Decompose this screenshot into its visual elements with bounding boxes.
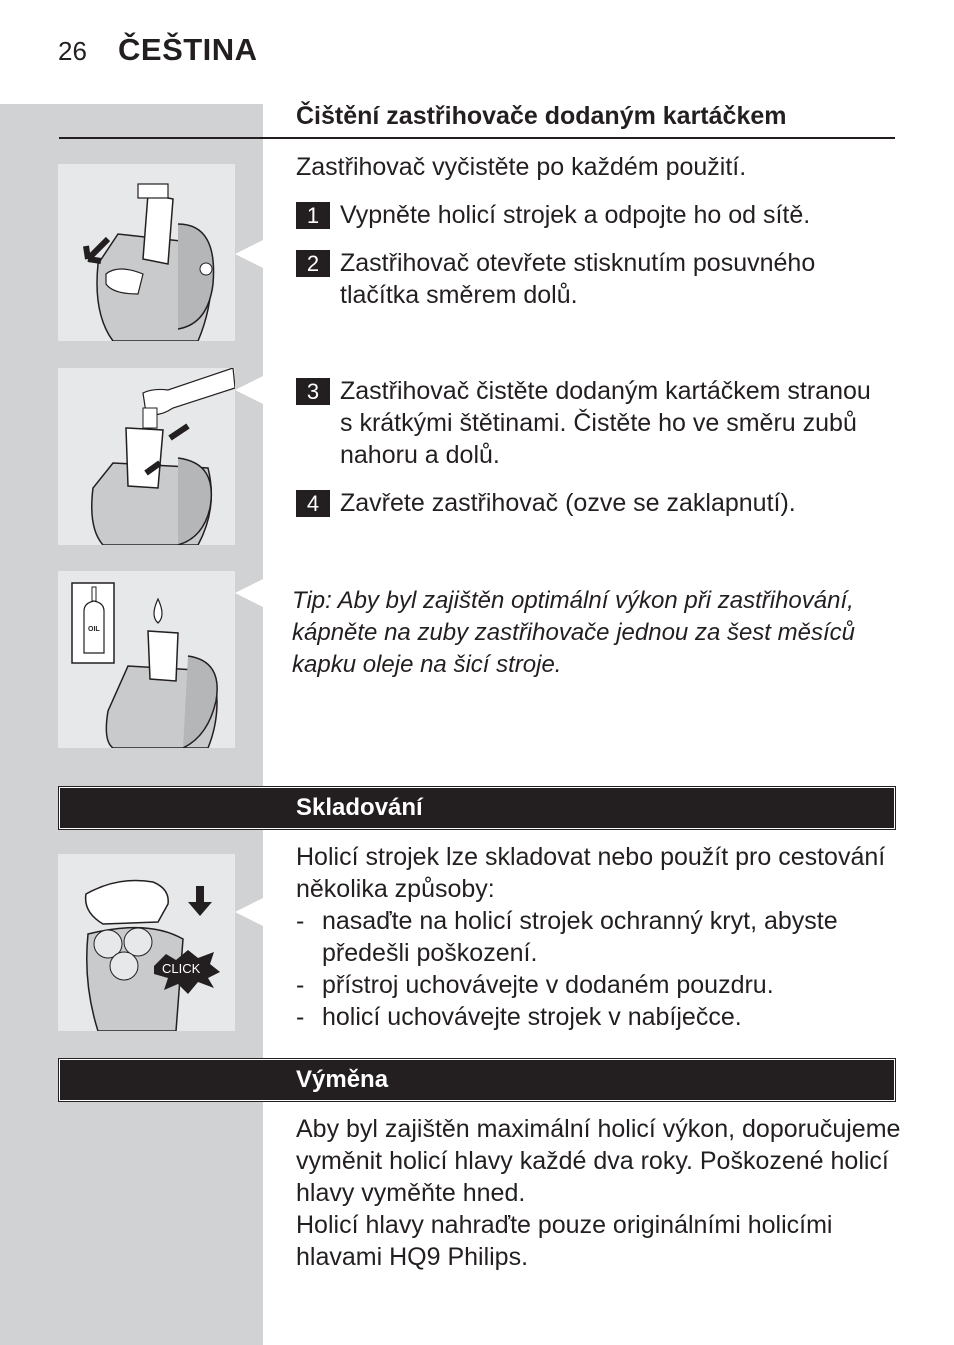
storage-item-3-text: holicí uchovávejte strojek v nabíječce. xyxy=(322,1003,742,1031)
cleaning-intro: Zastřihovač vyčistěte po každém použití. xyxy=(296,153,747,181)
page-number: 26 xyxy=(58,36,87,66)
step-2-text: Zastřihovač otevřete stisknutím posuvného tlačítka směrem dolů. xyxy=(340,249,816,309)
storage-item-1-text: nasaďte na holicí strojek ochranný kryt, abyste předešli poškození. xyxy=(322,907,838,967)
step-3 xyxy=(296,375,886,471)
storage-item-1: - nasaďte na holicí strojek ochranný kryt, abyste předešli poškození. xyxy=(296,905,886,969)
step-3-text: Zastřihovač čistěte dodaným kartáčkem stranou s krátkými štětinami. Čistěte ho ve směru zubů nahoru a dolů. xyxy=(340,377,871,469)
protection-cap-illustration xyxy=(58,854,235,1031)
click-label: CLICK xyxy=(162,961,201,976)
pointer-notch-3 xyxy=(235,579,263,607)
step-4-number: 4 xyxy=(296,490,330,517)
storage-item-3: - holicí uchovávejte strojek v nabíječce. xyxy=(296,1001,886,1033)
storage-title: Skladování xyxy=(296,794,423,821)
cleaning-title: Čištění zastřihovače dodaným kartáčkem xyxy=(296,102,787,130)
storage-intro: Holicí strojek lze skladovat nebo použít pro cestování několika způsoby: xyxy=(296,843,886,903)
storage-title-bar xyxy=(59,787,895,829)
pointer-notch-1 xyxy=(235,240,263,268)
replacement-line-2: Holicí hlavy nahraďte pouze originálními holicími hlavami HQ9 Philips. xyxy=(296,1211,833,1271)
replacement-title-bar xyxy=(59,1059,895,1101)
pointer-notch-2 xyxy=(235,376,263,404)
step-4-text: Zavřete zastřihovač (ozve se zaklapnutí). xyxy=(340,489,796,517)
tip-text: Tip: Aby byl zajištěn optimální výkon při zastřihování, kápněte na zuby zastřihovače jednou za šest měsíců kapku oleje na šicí stroje. xyxy=(292,587,855,678)
open-trimmer-illustration xyxy=(58,164,235,341)
oil-label: OIL xyxy=(88,626,100,633)
pointer-notch-4 xyxy=(235,898,263,926)
brush-trimmer-illustration xyxy=(58,368,235,545)
step-2-number: 2 xyxy=(296,250,330,277)
step-4 xyxy=(296,487,886,519)
step-3-number: 3 xyxy=(296,378,330,405)
replacement-line-1: Aby byl zajištěn maximální holicí výkon, doporučujeme vyměnit holicí hlavy každé dva roky. Poškozené holicí hlavy vyměňte hned. xyxy=(296,1115,901,1207)
storage-item-2: - přístroj uchovávejte v dodaném pouzdru. xyxy=(296,969,886,1001)
cleaning-rule xyxy=(59,137,895,139)
step-2 xyxy=(296,247,886,311)
oil-drop-illustration xyxy=(58,571,235,748)
storage-item-2-text: přístroj uchovávejte v dodaném pouzdru. xyxy=(322,971,774,999)
step-1 xyxy=(296,199,886,231)
step-1-number: 1 xyxy=(296,202,330,229)
language-heading: ČEŠTINA xyxy=(118,32,258,67)
replacement-title: Výměna xyxy=(296,1066,389,1093)
step-1-text: Vypněte holicí strojek a odpojte ho od sítě. xyxy=(340,201,811,229)
